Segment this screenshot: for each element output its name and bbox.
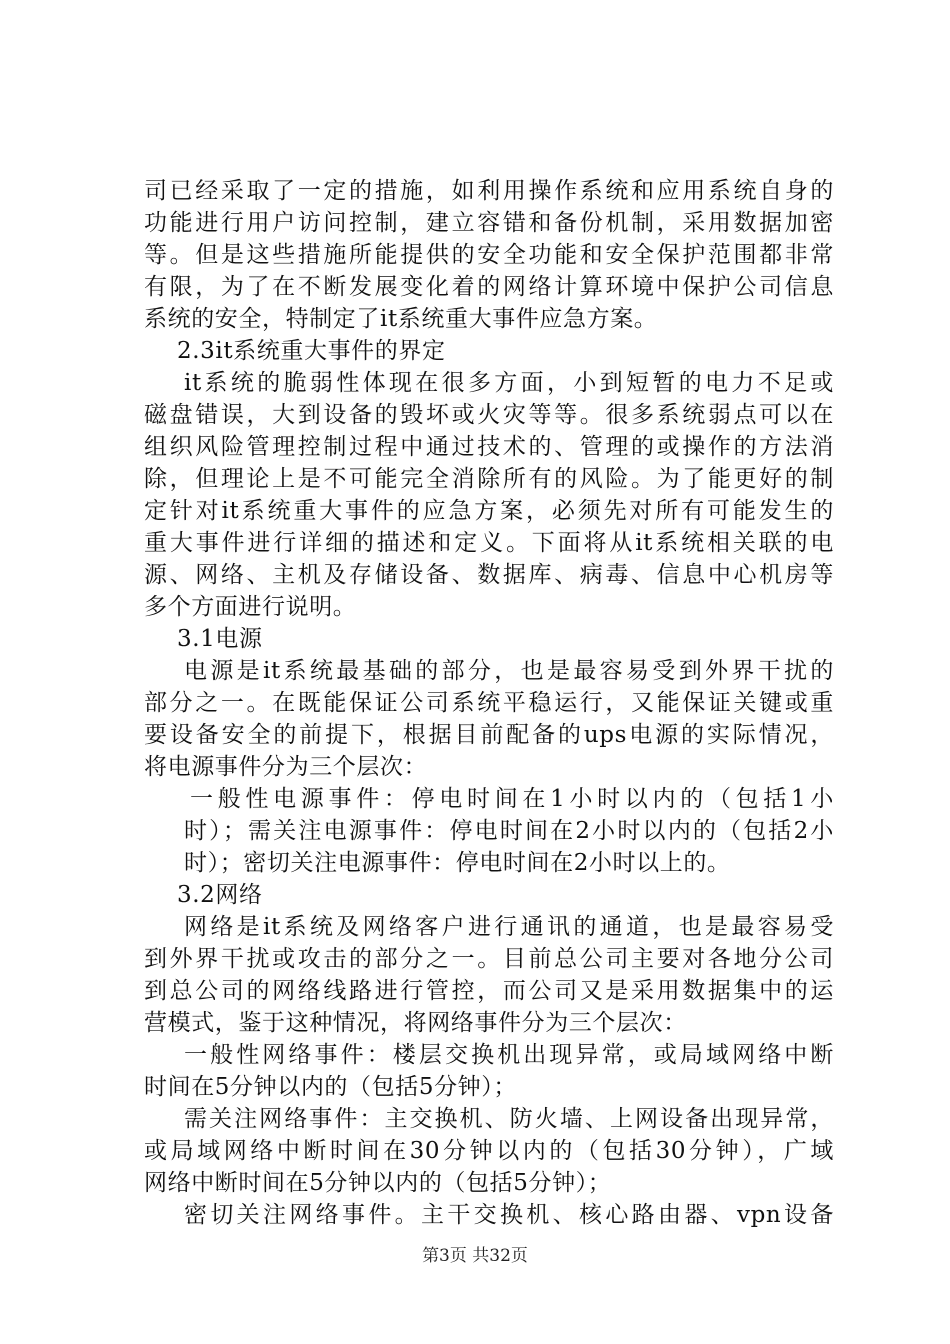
- paragraph-line: 磁盘错误，大到设备的毁坏或火灾等等。很多系统弱点可以在: [144, 402, 834, 428]
- paragraph-line: 功能进行用户访问控制，建立容错和备份机制，采用数据加密: [144, 210, 834, 236]
- paragraph-line: it系统的脆弱性体现在很多方面，小到短暂的电力不足或: [184, 370, 834, 396]
- paragraph-line: 一般性电源事件：停电时间在1小时以内的（包括1小: [190, 786, 834, 812]
- paragraph-line: 一般性网络事件：楼层交换机出现异常，或局域网络中断: [184, 1042, 834, 1068]
- paragraph-line: 要设备安全的前提下，根据目前配备的ups电源的实际情况，: [144, 722, 834, 748]
- paragraph-line: 定针对it系统重大事件的应急方案，必须先对所有可能发生的: [144, 498, 834, 524]
- paragraph-line: 重大事件进行详细的描述和定义。下面将从it系统相关联的电: [144, 530, 834, 556]
- paragraph-line: 等。但是这些措施所能提供的安全功能和安全保护范围都非常: [144, 242, 834, 268]
- paragraph-line: 系统的安全，特制定了it系统重大事件应急方案。: [144, 306, 658, 332]
- paragraph-line: 密切关注网络事件。主干交换机、核心路由器、vpn设备: [184, 1202, 834, 1228]
- paragraph-line: 将电源事件分为三个层次：: [144, 754, 428, 780]
- section-heading: 3.1电源: [177, 626, 263, 652]
- paragraph-line: 时）；密切关注电源事件：停电时间在2小时以上的。: [184, 850, 731, 876]
- paragraph-line: 时间在5分钟以内的（包括5分钟）；: [144, 1074, 517, 1100]
- paragraph-line: 到外界干扰或攻击的部分之一。目前总公司主要对各地分公司: [144, 946, 834, 972]
- paragraph-line: 部分之一。在既能保证公司系统平稳运行，又能保证关键或重: [144, 690, 834, 716]
- paragraph-line: 电源是it系统最基础的部分，也是最容易受到外界干扰的: [184, 658, 834, 684]
- paragraph-line: 网络中断时间在5分钟以内的（包括5分钟）；: [144, 1170, 612, 1196]
- paragraph-line: 组织风险管理控制过程中通过技术的、管理的或操作的方法消: [144, 434, 834, 460]
- paragraph-line: 源、网络、主机及存储设备、数据库、病毒、信息中心机房等: [144, 562, 834, 588]
- section-heading: 3.2网络: [177, 882, 263, 908]
- paragraph-line: 需关注网络事件：主交换机、防火墙、上网设备出现异常，: [184, 1106, 834, 1132]
- paragraph-line: 多个方面进行说明。: [144, 594, 357, 620]
- paragraph-line: 除，但理论上是不可能完全消除所有的风险。为了能更好的制: [144, 466, 834, 492]
- section-heading: 2.3it系统重大事件的界定: [177, 338, 446, 364]
- paragraph-line: 营模式，鉴于这种情况，将网络事件分为三个层次：: [144, 1010, 687, 1036]
- paragraph-line: 或局域网络中断时间在30分钟以内的（包括30分钟），广域: [144, 1138, 834, 1164]
- paragraph-line: 司已经采取了一定的措施，如利用操作系统和应用系统自身的: [144, 178, 834, 204]
- paragraph-line: 到总公司的网络线路进行管控，而公司又是采用数据集中的运: [144, 978, 834, 1004]
- paragraph-line: 有限，为了在不断发展变化着的网络计算环境中保护公司信息: [144, 274, 834, 300]
- paragraph-line: 时）；需关注电源事件：停电时间在2小时以内的（包括2小: [184, 818, 834, 844]
- paragraph-line: 网络是it系统及网络客户进行通讯的通道，也是最容易受: [184, 914, 834, 940]
- document-body: [144, 175, 834, 1231]
- page-number-footer: 第3页 共32页: [422, 1246, 528, 1266]
